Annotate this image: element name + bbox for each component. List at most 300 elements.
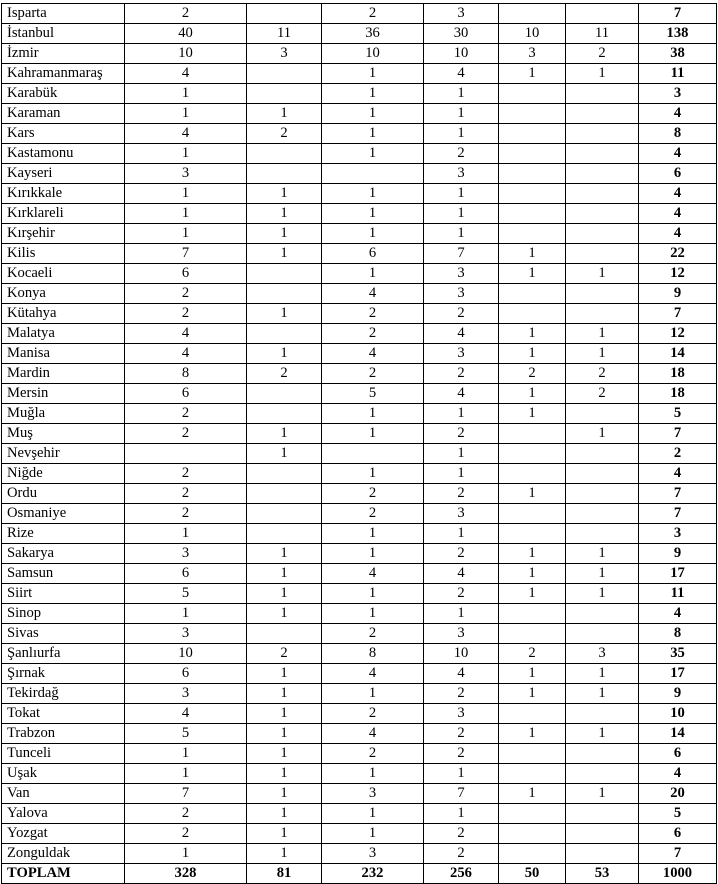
value-cell <box>499 624 566 644</box>
value-cell <box>499 124 566 144</box>
value-cell <box>499 304 566 324</box>
province-name-cell: Sakarya <box>2 544 125 564</box>
value-cell: 2 <box>125 424 247 444</box>
value-cell <box>566 204 639 224</box>
value-cell: 2 <box>566 364 639 384</box>
value-cell: 1 <box>125 104 247 124</box>
value-cell: 4 <box>125 344 247 364</box>
province-name-cell: Şırnak <box>2 664 125 684</box>
value-cell: 1 <box>322 104 424 124</box>
value-cell: 3 <box>424 704 499 724</box>
value-cell: 1 <box>566 344 639 364</box>
row-total-cell: 3 <box>639 84 717 104</box>
row-total-cell: 8 <box>639 124 717 144</box>
province-name-cell: Manisa <box>2 344 125 364</box>
table-row <box>2 784 717 804</box>
row-total-cell: 9 <box>639 284 717 304</box>
province-name-cell: Trabzon <box>2 724 125 744</box>
value-cell: 4 <box>424 64 499 84</box>
value-cell: 1 <box>247 304 322 324</box>
row-total-cell: 35 <box>639 644 717 664</box>
value-cell: 11 <box>566 24 639 44</box>
row-total-cell: 4 <box>639 104 717 124</box>
value-cell <box>499 224 566 244</box>
value-cell: 1 <box>322 64 424 84</box>
province-name-cell: Nevşehir <box>2 444 125 464</box>
value-cell: 1 <box>247 104 322 124</box>
value-cell <box>499 464 566 484</box>
value-cell: 1 <box>125 204 247 224</box>
value-cell <box>566 464 639 484</box>
value-cell: 4 <box>125 704 247 724</box>
value-cell: 1 <box>247 444 322 464</box>
value-cell: 2 <box>322 4 424 24</box>
row-total-cell: 20 <box>639 784 717 804</box>
value-cell: 7 <box>424 244 499 264</box>
value-cell: 2 <box>125 504 247 524</box>
row-total-cell: 22 <box>639 244 717 264</box>
value-cell: 1 <box>566 564 639 584</box>
value-cell <box>566 764 639 784</box>
value-cell: 3 <box>424 264 499 284</box>
value-cell <box>566 504 639 524</box>
row-total-cell: 7 <box>639 504 717 524</box>
table-row <box>2 824 717 844</box>
value-cell <box>247 464 322 484</box>
value-cell: 3 <box>424 344 499 364</box>
province-name-cell: Uşak <box>2 764 125 784</box>
row-total-cell: 10 <box>639 704 717 724</box>
value-cell <box>499 444 566 464</box>
province-name-cell: Kırşehir <box>2 224 125 244</box>
table-row <box>2 204 717 224</box>
value-cell <box>322 444 424 464</box>
value-cell: 3 <box>247 44 322 64</box>
value-cell: 1 <box>424 404 499 424</box>
value-cell: 3 <box>499 44 566 64</box>
province-name-cell: Kilis <box>2 244 125 264</box>
value-cell: 1 <box>322 204 424 224</box>
table-row <box>2 164 717 184</box>
value-cell: 1 <box>247 804 322 824</box>
table-row <box>2 804 717 824</box>
table-row <box>2 704 717 724</box>
row-total-cell: 6 <box>639 164 717 184</box>
row-total-cell: 17 <box>639 564 717 584</box>
row-total-cell: 5 <box>639 804 717 824</box>
table-row <box>2 224 717 244</box>
value-cell: 7 <box>125 784 247 804</box>
value-cell <box>499 84 566 104</box>
table-row <box>2 644 717 664</box>
value-cell: 6 <box>322 244 424 264</box>
value-cell: 1 <box>566 724 639 744</box>
value-cell <box>566 84 639 104</box>
value-cell: 30 <box>424 24 499 44</box>
value-cell: 10 <box>424 44 499 64</box>
value-cell: 1 <box>499 64 566 84</box>
value-cell: 5 <box>125 584 247 604</box>
value-cell <box>499 284 566 304</box>
value-cell <box>566 144 639 164</box>
row-total-cell: 14 <box>639 344 717 364</box>
value-cell <box>499 604 566 624</box>
value-cell <box>499 104 566 124</box>
province-name-cell: Kırıkkale <box>2 184 125 204</box>
province-name-cell: Yozgat <box>2 824 125 844</box>
province-name-cell: Karabük <box>2 84 125 104</box>
row-total-cell: 9 <box>639 544 717 564</box>
value-cell: 1 <box>247 604 322 624</box>
value-cell: 3 <box>566 644 639 664</box>
value-cell: 3 <box>125 684 247 704</box>
value-cell <box>247 404 322 424</box>
table-row <box>2 684 717 704</box>
value-cell: 8 <box>125 364 247 384</box>
province-name-cell: Tokat <box>2 704 125 724</box>
value-cell <box>499 704 566 724</box>
value-cell: 1 <box>499 384 566 404</box>
value-cell: 1 <box>499 684 566 704</box>
totals-label-cell: TOPLAM <box>2 864 125 884</box>
table-row <box>2 264 717 284</box>
value-cell <box>499 4 566 24</box>
value-cell: 1 <box>247 204 322 224</box>
value-cell <box>499 424 566 444</box>
value-cell: 2 <box>424 424 499 444</box>
column-total-cell: 50 <box>499 864 566 884</box>
value-cell: 6 <box>125 664 247 684</box>
value-cell: 1 <box>424 124 499 144</box>
table-row <box>2 144 717 164</box>
column-total-cell: 328 <box>125 864 247 884</box>
value-cell: 1 <box>322 604 424 624</box>
table-row <box>2 524 717 544</box>
value-cell: 1 <box>322 144 424 164</box>
row-total-cell: 4 <box>639 144 717 164</box>
province-name-cell: Mardin <box>2 364 125 384</box>
value-cell: 1 <box>499 664 566 684</box>
value-cell: 1 <box>247 744 322 764</box>
province-name-cell: Yalova <box>2 804 125 824</box>
value-cell: 2 <box>125 4 247 24</box>
value-cell: 2 <box>424 544 499 564</box>
value-cell: 3 <box>424 504 499 524</box>
row-total-cell: 11 <box>639 584 717 604</box>
value-cell: 1 <box>247 664 322 684</box>
value-cell: 4 <box>424 324 499 344</box>
table-row <box>2 4 717 24</box>
province-name-cell: Ordu <box>2 484 125 504</box>
value-cell: 2 <box>125 284 247 304</box>
value-cell: 2 <box>499 644 566 664</box>
value-cell <box>566 604 639 624</box>
value-cell <box>566 164 639 184</box>
value-cell: 1 <box>566 784 639 804</box>
value-cell: 1 <box>125 744 247 764</box>
value-cell: 2 <box>125 484 247 504</box>
value-cell: 2 <box>424 304 499 324</box>
value-cell: 10 <box>424 644 499 664</box>
value-cell: 1 <box>322 584 424 604</box>
value-cell: 1 <box>322 404 424 424</box>
value-cell: 2 <box>424 684 499 704</box>
value-cell: 1 <box>322 84 424 104</box>
value-cell: 1 <box>247 184 322 204</box>
value-cell: 2 <box>424 824 499 844</box>
value-cell: 1 <box>125 224 247 244</box>
value-cell: 1 <box>424 804 499 824</box>
column-total-cell: 256 <box>424 864 499 884</box>
row-total-cell: 4 <box>639 204 717 224</box>
value-cell: 2 <box>125 824 247 844</box>
row-total-cell: 6 <box>639 824 717 844</box>
value-cell: 3 <box>424 164 499 184</box>
province-name-cell: Isparta <box>2 4 125 24</box>
totals-row <box>2 864 717 884</box>
value-cell: 1 <box>424 764 499 784</box>
row-total-cell: 12 <box>639 324 717 344</box>
value-cell: 1 <box>125 524 247 544</box>
table-row <box>2 304 717 324</box>
value-cell <box>499 824 566 844</box>
province-name-cell: Samsun <box>2 564 125 584</box>
value-cell: 1 <box>499 264 566 284</box>
table-row <box>2 184 717 204</box>
value-cell: 2 <box>424 144 499 164</box>
table-row <box>2 44 717 64</box>
value-cell: 4 <box>424 664 499 684</box>
value-cell <box>499 144 566 164</box>
value-cell <box>499 204 566 224</box>
row-total-cell: 6 <box>639 744 717 764</box>
row-total-cell: 3 <box>639 524 717 544</box>
value-cell: 1 <box>247 784 322 804</box>
value-cell: 2 <box>322 704 424 724</box>
value-cell: 3 <box>424 284 499 304</box>
row-total-cell: 11 <box>639 64 717 84</box>
value-cell: 5 <box>322 384 424 404</box>
value-cell: 2 <box>125 804 247 824</box>
table-row <box>2 484 717 504</box>
value-cell: 1 <box>499 584 566 604</box>
province-name-cell: Muş <box>2 424 125 444</box>
row-total-cell: 4 <box>639 224 717 244</box>
table-row <box>2 24 717 44</box>
grand-total-cell: 1000 <box>639 864 717 884</box>
value-cell <box>566 744 639 764</box>
table-row <box>2 464 717 484</box>
table-row <box>2 324 717 344</box>
table-row <box>2 124 717 144</box>
value-cell <box>499 764 566 784</box>
value-cell: 36 <box>322 24 424 44</box>
value-cell: 10 <box>322 44 424 64</box>
value-cell: 1 <box>566 264 639 284</box>
value-cell: 2 <box>424 484 499 504</box>
value-cell: 1 <box>499 484 566 504</box>
value-cell: 1 <box>566 584 639 604</box>
value-cell: 1 <box>322 684 424 704</box>
province-name-cell: Tekirdağ <box>2 684 125 704</box>
value-cell: 1 <box>125 604 247 624</box>
value-cell: 4 <box>424 564 499 584</box>
table-row <box>2 744 717 764</box>
row-total-cell: 2 <box>639 444 717 464</box>
value-cell <box>125 444 247 464</box>
value-cell: 1 <box>247 584 322 604</box>
value-cell: 1 <box>125 144 247 164</box>
province-name-cell: Mersin <box>2 384 125 404</box>
value-cell <box>566 104 639 124</box>
value-cell <box>566 524 639 544</box>
value-cell: 1 <box>125 84 247 104</box>
value-cell <box>499 804 566 824</box>
value-cell <box>499 184 566 204</box>
value-cell: 2 <box>424 364 499 384</box>
value-cell <box>499 844 566 864</box>
value-cell <box>247 504 322 524</box>
value-cell: 4 <box>322 724 424 744</box>
table-row <box>2 244 717 264</box>
table-row <box>2 284 717 304</box>
row-total-cell: 9 <box>639 684 717 704</box>
value-cell: 40 <box>125 24 247 44</box>
value-cell: 1 <box>566 684 639 704</box>
value-cell: 1 <box>322 264 424 284</box>
value-cell: 1 <box>247 224 322 244</box>
row-total-cell: 38 <box>639 44 717 64</box>
province-name-cell: Kütahya <box>2 304 125 324</box>
value-cell: 1 <box>424 464 499 484</box>
value-cell: 1 <box>499 724 566 744</box>
value-cell <box>566 184 639 204</box>
value-cell: 1 <box>499 244 566 264</box>
value-cell: 2 <box>125 404 247 424</box>
value-cell: 1 <box>247 684 322 704</box>
table-row <box>2 564 717 584</box>
province-name-cell: Kars <box>2 124 125 144</box>
value-cell: 1 <box>424 444 499 464</box>
value-cell <box>566 284 639 304</box>
value-cell: 4 <box>125 64 247 84</box>
value-cell <box>566 404 639 424</box>
value-cell: 2 <box>125 304 247 324</box>
province-name-cell: Sivas <box>2 624 125 644</box>
table-row <box>2 604 717 624</box>
province-name-cell: Zonguldak <box>2 844 125 864</box>
value-cell: 1 <box>566 664 639 684</box>
table-row <box>2 664 717 684</box>
table-row <box>2 624 717 644</box>
value-cell: 1 <box>247 844 322 864</box>
row-total-cell: 17 <box>639 664 717 684</box>
value-cell <box>566 844 639 864</box>
value-cell: 1 <box>424 184 499 204</box>
row-total-cell: 12 <box>639 264 717 284</box>
value-cell <box>566 304 639 324</box>
table-row <box>2 364 717 384</box>
value-cell: 3 <box>125 164 247 184</box>
value-cell: 10 <box>499 24 566 44</box>
value-cell <box>322 164 424 184</box>
value-cell: 8 <box>322 644 424 664</box>
table-row <box>2 764 717 784</box>
value-cell: 4 <box>322 344 424 364</box>
value-cell: 2 <box>322 364 424 384</box>
table-row <box>2 424 717 444</box>
value-cell: 11 <box>247 24 322 44</box>
province-name-cell: Karaman <box>2 104 125 124</box>
value-cell <box>247 4 322 24</box>
value-cell: 3 <box>322 844 424 864</box>
value-cell: 4 <box>322 564 424 584</box>
value-cell: 1 <box>499 544 566 564</box>
value-cell: 4 <box>125 124 247 144</box>
value-cell: 1 <box>322 464 424 484</box>
value-cell <box>247 484 322 504</box>
value-cell <box>566 704 639 724</box>
value-cell: 6 <box>125 264 247 284</box>
table-row <box>2 404 717 424</box>
value-cell: 1 <box>322 124 424 144</box>
value-cell: 1 <box>247 764 322 784</box>
value-cell: 1 <box>247 704 322 724</box>
table-row <box>2 844 717 864</box>
value-cell: 1 <box>566 64 639 84</box>
value-cell: 1 <box>499 564 566 584</box>
value-cell: 2 <box>424 584 499 604</box>
value-cell: 1 <box>247 344 322 364</box>
value-cell: 6 <box>125 384 247 404</box>
table-row <box>2 64 717 84</box>
value-cell: 2 <box>247 124 322 144</box>
value-cell: 1 <box>125 184 247 204</box>
table-row <box>2 444 717 464</box>
value-cell: 1 <box>424 104 499 124</box>
value-cell <box>566 224 639 244</box>
value-cell <box>499 504 566 524</box>
value-cell: 1 <box>322 524 424 544</box>
value-cell: 2 <box>322 504 424 524</box>
province-name-cell: Kahramanmaraş <box>2 64 125 84</box>
value-cell: 1 <box>322 184 424 204</box>
value-cell: 5 <box>125 724 247 744</box>
table-row <box>2 544 717 564</box>
value-cell: 7 <box>125 244 247 264</box>
value-cell: 1 <box>322 224 424 244</box>
row-total-cell: 18 <box>639 384 717 404</box>
value-cell: 1 <box>424 84 499 104</box>
value-cell <box>499 744 566 764</box>
value-cell: 4 <box>424 384 499 404</box>
province-name-cell: İzmir <box>2 44 125 64</box>
column-total-cell: 53 <box>566 864 639 884</box>
province-name-cell: Kayseri <box>2 164 125 184</box>
row-total-cell: 7 <box>639 484 717 504</box>
value-cell: 1 <box>125 764 247 784</box>
value-cell: 1 <box>247 724 322 744</box>
value-cell <box>247 264 322 284</box>
value-cell: 3 <box>424 624 499 644</box>
value-cell: 1 <box>247 824 322 844</box>
table-row <box>2 104 717 124</box>
value-cell: 1 <box>247 244 322 264</box>
value-cell: 1 <box>247 564 322 584</box>
value-cell: 2 <box>247 364 322 384</box>
value-cell <box>499 524 566 544</box>
row-total-cell: 7 <box>639 304 717 324</box>
